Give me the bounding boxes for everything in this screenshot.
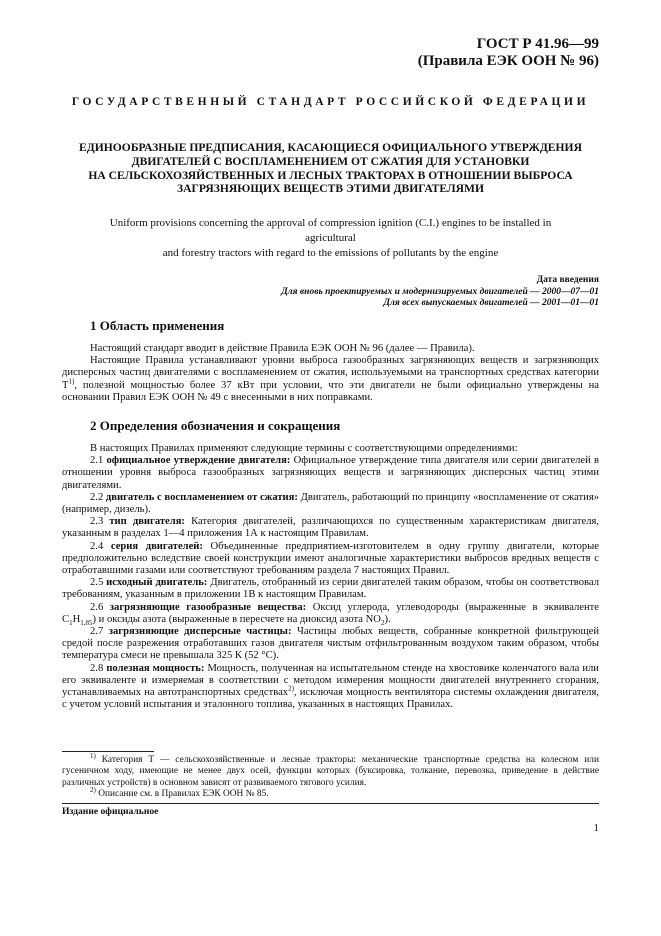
footnote-1: $^{1)}$ Категория Т — сельскохозяйственные и лесные тракторы: механические транспортные средства на колесном или гусеничном ходу, имеющие не менее двух осей, функции которых (буксировка, толкание, перевозка, приведение в действие различных устройств) в основном зависят от развиваемого тягового усилия. [62,751,600,788]
definition-term: загрязняющие дисперсные частицы: [108,626,292,638]
section-1-body [62,343,599,404]
section-1-heading: 1 Область применения [90,318,225,333]
footnote-ref: 2) [288,684,294,693]
introduction-new-engines: Для вновь проектируемых и модернизируемых двигателей — 2000—07—01 [281,286,599,297]
introduction-dates [281,275,599,310]
paragraph: Настоящие Правила устанавливают уровни выброса газообразных загрязняющих веществ и загрязняющих дисперсных частиц двигателями с воспламенением от сжатия, используемыми на транспортных средствах категории $Т^{1)}$, полезной мощностью более 37 кВт при условии, что эти двигатели не были официально утверждены на основании Правил ЕЭК ООН № 49 с внесенными в них поправками. [62,355,599,403]
definition-2-3: 2.3 тип двигателя: Категория двигателей, различающихся по существенным характеристикам двигателя, указанным в разделах 1—4 приложения 1А к настоящим Правилам. [62,516,600,540]
introduction-all-engines: Для всех выпускаемых двигателей — 2001—01—01 [383,298,599,309]
definition-2-2: 2.2 двигатель с воспламенением от сжатия: Двигатель, работающий по принципу «воспламенение от сжатия» (например, дизель). [62,491,599,516]
regulation-number: (Правила ЕЭК ООН № 96) [417,53,599,69]
title-ru-line: ЗАГРЯЗНЯЮЩИХ ВЕЩЕСТВ ЭТИМИ ДВИГАТЕЛЯМИ [177,182,484,196]
definition-term: полезная мощность: [106,662,205,674]
title-ru-line: ЕДИНООБРАЗНЫЕ ПРЕДПИСАНИЯ, КАСАЮЩИЕСЯ ОФИЦИАЛЬНОГО УТВЕРЖДЕНИЯ [79,141,582,154]
footnote-2: $^{2)}$ Описание см. в Правилах ЕЭК ООН № 85. [90,786,269,800]
introduction-label: Дата введения [536,275,599,285]
definition-2-7: 2.7 загрязняющие дисперсные частицы: Частицы любых веществ, собранные конкретной фильтрующей средой после разрежения отработавших газов двигателя чистым отфильтрованным воздухом таким образом, чтобы температура смеси не превышала 325 К (52 °С). [62,626,599,662]
footnote-divider [62,751,154,752]
standard-number: ГОСТ Р 41.96—99 [476,36,599,52]
definition-term: загрязняющие газообразные вещества: [109,601,307,613]
official-edition-label: Издание официальное [62,806,159,817]
paragraph: В настоящих Правилах применяют следующие термины с соответствующими определениями: [90,443,518,454]
document-title-ru [62,141,599,196]
definition-term: двигатель с воспламенением от сжатия: [105,491,298,503]
title-en-line: Uniform provisions concerning the approval of compression ignition (C.I.) engines to be installed in agricultural [109,217,552,244]
definition-term: тип двигателя: [109,516,185,528]
document-code [418,36,599,70]
title-ru-line: ДВИГАТЕЛЕЙ С ВОСПЛАМЕНЕНИЕМ ОТ СЖАТИЯ ДЛЯ УСТАНОВКИ [131,154,530,168]
definition-2-5: 2.5 исходный двигатель: Двигатель, отобранный из серии двигателей таким образом, чтобы он соответствовал требованиям, указанным в приложении 1В к настоящим Правилам. [62,577,599,601]
title-en-line: and forestry tractors with regard to the emissions of pollutants by the engine [162,247,499,259]
footnote-ref: 1) [68,377,75,386]
edition-divider [62,803,599,804]
page-number: 1 [593,822,599,834]
state-standard-heading: ГОСУДАРСТВЕННЫЙ СТАНДАРТ РОССИЙСКОЙ ФЕДЕРАЦИИ [71,96,590,108]
definition-term: официальное утверждение двигателя: [106,455,291,467]
section-2-heading: 2 Определения обозначения и сокращения [90,418,341,433]
paragraph: Настоящий стандарт вводит в действие Правила ЕЭК ООН № 96 (далее — Правила). [90,343,475,354]
definition-2-4: 2.4 серия двигателей: Объединенные предприятием-изготовителем в одну группу двигатели, которые предположительно вследствие своей конструкции имеют аналогичные характеристики выбросов вредных веществ с отработавшими газами или соответствуют требованиям раздела 7 настоящих Правил. [62,540,599,577]
definition-2-8: 2.8 полезная мощность: Мощность, полученная на испытательном стенде на хвостовике коленчатого вала или его эквиваленте и измеряемая в соответствии с методом измерения мощности двигателей внутреннего сгорания, устанавливаемых на автотранспортных средствах$^{2)}$, исключая мощность вентилятора системы охлаждения двигателя, с учетом условий испытания и эталонного топлива, указанных в настоящих Правилах. [62,662,599,711]
document-title-en [86,216,575,261]
definition-term: исходный двигатель: [106,577,208,589]
definition-term: серия двигателей: [110,540,203,552]
footnotes [62,751,600,801]
section-2-body [62,443,599,711]
definition-2-6: 2.6 загрязняющие газообразные вещества: Оксид углерода, углеводороды (выраженные в эквиваленте $C_1H_{1,85}$) и оксиды азота (выраженные в пересчете на диоксид азота $NO_2$). [62,601,600,627]
definition-2-1: 2.1 официальное утверждение двигателя: Официальное утверждение типа двигателя или серии двигателей в отношении уровня выброса газообразных загрязняющих веществ и загрязняющих дисперсных частиц этими двигателями. [62,455,599,491]
title-ru-line: НА СЕЛЬСКОХОЗЯЙСТВЕННЫХ И ЛЕСНЫХ ТРАКТОРАХ В ОТНОШЕНИИ ВЫБРОСА [88,168,573,182]
